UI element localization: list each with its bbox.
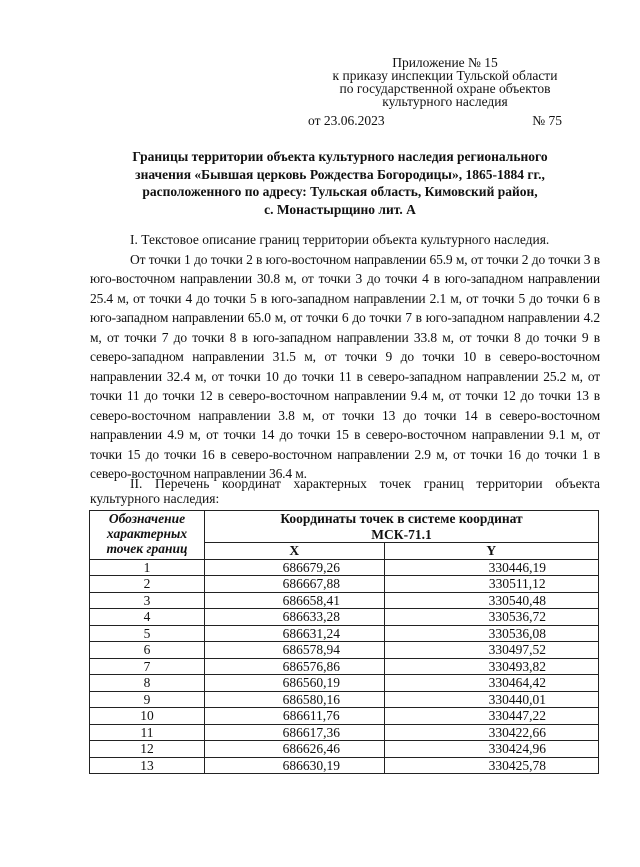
point-y: 330422,66 — [384, 724, 599, 741]
table-row — [90, 757, 599, 774]
header-coordinates — [205, 511, 599, 543]
point-y: 330497,52 — [384, 642, 599, 659]
point-y: 330493,82 — [384, 658, 599, 675]
point-y: 330536,72 — [384, 609, 599, 626]
appendix-line-1: Приложение № 15 — [392, 55, 498, 70]
point-y: 330440,01 — [384, 691, 599, 708]
order-dateline — [290, 114, 600, 127]
point-x: 686560,19 — [205, 675, 385, 692]
section-text-description — [90, 230, 600, 484]
header-coordinates-line-2: МСК-71.1 — [371, 526, 432, 542]
point-y: 330447,22 — [384, 708, 599, 725]
table-row — [90, 724, 599, 741]
point-number: 2 — [90, 576, 205, 593]
order-date: от 23.06.2023 — [308, 113, 385, 128]
point-number: 11 — [90, 724, 205, 741]
point-number: 3 — [90, 592, 205, 609]
point-number: 10 — [90, 708, 205, 725]
title-line-3: расположенного по адресу: Тульская область, Кимовский район, — [142, 184, 538, 199]
header-coordinates-line-1: Координаты точек в системе координат — [280, 511, 523, 526]
point-number: 12 — [90, 741, 205, 758]
table-row — [90, 642, 599, 659]
point-y: 330464,42 — [384, 675, 599, 692]
table-row — [90, 592, 599, 609]
appendix-line-4: культурного наследия — [382, 94, 508, 109]
document-title — [90, 148, 590, 218]
table-row — [90, 691, 599, 708]
point-number: 13 — [90, 757, 205, 774]
table-row — [90, 675, 599, 692]
table-row — [90, 559, 599, 576]
point-x: 686631,24 — [205, 625, 385, 642]
point-x: 686658,41 — [205, 592, 385, 609]
point-number: 8 — [90, 675, 205, 692]
point-number: 4 — [90, 609, 205, 626]
appendix-line-3: по государственной охране объектов — [339, 81, 551, 96]
point-x: 686580,16 — [205, 691, 385, 708]
point-y: 330425,78 — [384, 757, 599, 774]
point-y: 330424,96 — [384, 741, 599, 758]
point-x: 686667,88 — [205, 576, 385, 593]
appendix-line-2: к приказу инспекции Тульской области — [332, 68, 558, 83]
point-x: 686578,94 — [205, 642, 385, 659]
point-x: 686626,46 — [205, 741, 385, 758]
appendix-header — [290, 56, 600, 127]
section-2-heading: II. Перечень координат характерных точек границ территории объекта культурного наследия: — [90, 476, 600, 506]
point-x: 686630,19 — [205, 757, 385, 774]
section-1-heading: I. Текстовое описание границ территории объекта культурного наследия. — [130, 232, 550, 247]
point-number: 5 — [90, 625, 205, 642]
table-row — [90, 741, 599, 758]
point-y: 330540,48 — [384, 592, 599, 609]
section-1-body: От точки 1 до точки 2 в юго-восточном направлении 65.9 м, от точки 2 до точки 3 в юго-восточном направлении 30.8 м, от точки 3 до точки 4 в юго-западном направлении 25.4 м, от точки 4 до точки 5 в юго-западном направлении 2.1 м, от точки 5 до точки 6 в юго-западном направлении 65.0 м, от точки 6 до точки 7 в юго-западном направлении 4.2 м, от точки 7 до точки 8 в юго-западном направлении 33.8 м, от точки 8 до точки 9 в северо-западном направлении 31.5 м, от точки 9 до точки 10 в северо-восточном направлении 32.4 м, от точки 10 до точки 11 в северо-западном направлении 25.2 м, от точки 11 до точки 12 в северо-восточном направлении 9.4 м, от точки 12 до точки 13 в северо-восточном направлении 3.8 м, от точки 13 до точки 14 в северо-восточном направлении 4.9 м, от точки 14 до точки 15 в северо-восточном направлении 9.1 м, от точки 15 до точки 16 в северо-восточном направлении 2.9 м, от точки 16 до точки 1 в северо-восточном направлении 36.4 м. — [90, 251, 600, 481]
title-line-2: значения «Бывшая церковь Рождества Богородицы», 1865-1884 гг., — [135, 166, 545, 182]
order-number: № 75 — [532, 113, 562, 128]
point-x: 686679,26 — [205, 559, 385, 576]
table-row — [90, 576, 599, 593]
title-line-1: Границы территории объекта культурного наследия регионального — [132, 149, 548, 164]
header-y: Y — [384, 543, 599, 560]
point-y: 330511,12 — [384, 576, 599, 593]
header-points: Обозначение характерных точек границ — [90, 511, 205, 560]
table-row — [90, 708, 599, 725]
point-x: 686617,36 — [205, 724, 385, 741]
point-y: 330446,19 — [384, 559, 599, 576]
table-row — [90, 625, 599, 642]
header-x: X — [205, 543, 385, 560]
point-x: 686576,86 — [205, 658, 385, 675]
point-x: 686611,76 — [205, 708, 385, 725]
point-number: 6 — [90, 642, 205, 659]
point-x: 686633,28 — [205, 609, 385, 626]
coordinates-table — [89, 510, 599, 774]
table-row — [90, 658, 599, 675]
table-row — [90, 609, 599, 626]
point-number: 7 — [90, 658, 205, 675]
point-y: 330536,08 — [384, 625, 599, 642]
title-line-4: с. Монастырщино лит. А — [264, 201, 416, 217]
point-number: 9 — [90, 691, 205, 708]
point-number: 1 — [90, 559, 205, 576]
